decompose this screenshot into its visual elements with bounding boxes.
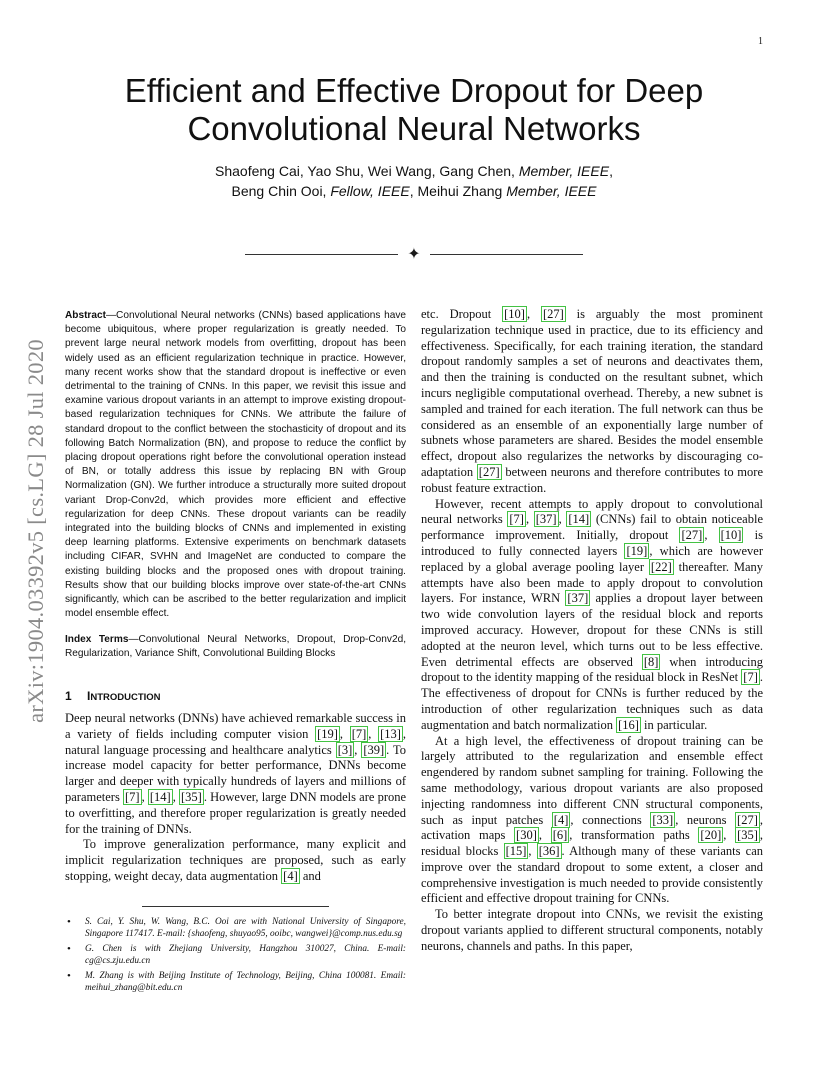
text-run: To improve generalization performance, many explicit and implicit regularization techniques are proposed, such as early stopping, weight decay, data augmentation <box>65 837 406 883</box>
author-list <box>60 161 768 201</box>
text-run: , neurons <box>675 812 736 827</box>
footnote-item: • G. Chen is with Zhejiang University, Hangzhou 310027, China. E-mail: cg@cs.zju.edu.cn <box>65 943 406 967</box>
text-run: when introducing dropout to the identity mapping of the residual block in ResNet <box>421 654 763 685</box>
text-run: , which are however replaced by a global average pooling layer <box>421 543 763 574</box>
separator-star-icon: ✦ <box>407 244 421 263</box>
text-run: , <box>526 307 541 321</box>
citation-link[interactable]: [33] <box>652 812 674 827</box>
citation-link[interactable]: [10] <box>504 307 525 321</box>
citation-link[interactable]: [35] <box>181 789 202 804</box>
text-run: However, recent attempts to apply dropout to convolutional neural networks <box>421 496 763 527</box>
author-line-1 <box>60 161 768 181</box>
citation-link[interactable]: [8] <box>643 654 659 669</box>
text-run: , <box>723 828 736 843</box>
citation-link[interactable]: [19] <box>626 543 648 558</box>
separator-line-left <box>245 254 398 255</box>
section-heading <box>65 689 406 703</box>
text-run: , <box>704 528 719 543</box>
text-run: , <box>528 844 537 859</box>
citation-link[interactable]: [19] <box>317 726 338 741</box>
text-run: . Although many of these variants can improve over the standard dropout to some extent, a closer and comprehensive investigation is much needed to provide consistently efficient and effective dropout training for CNNs. <box>421 844 763 906</box>
text-run: , <box>368 726 379 741</box>
text-run: , natural language processing and healthcare analytics <box>65 726 407 757</box>
citation-link[interactable]: [14] <box>149 789 171 804</box>
text-run: and <box>299 868 321 883</box>
citation-link[interactable]: [7] <box>509 512 524 527</box>
page-number: 1 <box>758 36 763 47</box>
abstract <box>65 309 406 621</box>
text-run: is arguably the most prominent regularization technique used in practice, due to its efficiency and effectiveness. Specifically, for each training iteration, the standard dropout randomly samples a set of neurons and deactivates them, and then the training is conducted on the resultant subnet, which incurs negligible computational overhead. Thereby, a new subnet is sampled and trained for each iteration. The full network can thus be considered as an ensemble of an exponentially large number of subnets whose parameters are shared. Besides the model ensemble effect, dropout also regularizes the networks by discouraging co-adaptation <box>421 307 764 479</box>
text-run: applies a dropout layer between two wide convolution layers of the residual block and reports improved accuracy. However, dropout for these CNNs is still adopted at the neuron level, which turns out to be less effective. Even detrimental effects are observed <box>421 591 764 669</box>
paragraph <box>421 307 763 497</box>
text-run: To better integrate dropout into CNNs, we revisit the existing dropout variants applied to different structural components, notably neurons, channels and paths. In this paper, <box>421 907 763 953</box>
text-run: , activation maps <box>421 812 763 843</box>
paper-title: Efficient and Effective Dropout for Deep Convolutional Neural Networks <box>124 72 704 147</box>
author-names: Shaofeng Cai, Yao Shu, Wei Wang, Gang Chen, <box>215 163 515 179</box>
text-run: , transformation paths <box>569 828 699 843</box>
paragraph <box>421 497 763 734</box>
paragraph <box>65 837 406 884</box>
citation-link[interactable]: [27] <box>737 812 758 827</box>
text-run: is introduced to fully connected layers <box>421 528 764 558</box>
author-role: Member, IEEE <box>506 183 597 199</box>
index-terms-label: Index Terms <box>65 634 129 645</box>
section-title-rest: NTRODUCTION <box>90 692 161 703</box>
citation-link[interactable]: [37] <box>567 591 589 606</box>
text-run: , <box>525 512 534 527</box>
paragraph <box>65 711 406 837</box>
separator-line-right <box>430 254 583 255</box>
text-run: between neurons and therefore contributes to more robust feature extraction. <box>421 464 763 495</box>
index-terms-text: —Convolutional Neural Networks, Dropout, Drop-Conv2d, Regularization, Variance Shift, Convolutional Building Blocks <box>65 634 406 660</box>
citation-link[interactable]: [4] <box>283 868 298 883</box>
text-run: thereafter. Many attempts have also been made to apply dropout to convolution layers. For instance, WRN <box>421 559 763 606</box>
section-number: 1 <box>65 689 72 703</box>
text-run: , <box>558 512 567 527</box>
text-run: . However, large DNN models are prone to overfitting, and therefore proper regularization is greatly needed for the training of DNNs. <box>65 789 407 836</box>
arxiv-id: arXiv:1904.03392v5 [cs.LG] 28 Jul 2020 <box>23 339 49 723</box>
citation-link[interactable]: [7] <box>351 726 367 741</box>
text-run: , <box>141 789 148 804</box>
citation-link[interactable]: [14] <box>568 512 590 527</box>
text-run: , <box>354 742 362 757</box>
citation-link[interactable]: [22] <box>650 559 672 574</box>
text-run: , residual blocks <box>421 828 764 859</box>
author-role: Fellow, IEEE <box>330 183 410 199</box>
citation-link[interactable]: [3] <box>337 742 353 757</box>
author-line-2 <box>60 181 768 201</box>
citation-link[interactable]: [27] <box>542 307 564 321</box>
paragraph <box>421 907 763 954</box>
intro-body <box>65 711 406 885</box>
citation-link[interactable]: [16] <box>618 717 639 732</box>
citation-link[interactable]: [7] <box>125 789 140 804</box>
citation-link[interactable]: [35] <box>737 828 758 843</box>
text-run: , <box>339 726 350 741</box>
footnote-rule <box>142 906 329 907</box>
right-column-body <box>421 307 763 955</box>
abstract-label: Abstract <box>65 310 106 321</box>
text-run: Deep neural networks (DNNs) have achieved remarkable success in a variety of fields including computer vision <box>65 711 406 741</box>
text-run: , connections <box>570 812 651 827</box>
author-names: , Meihui Zhang <box>409 183 503 199</box>
citation-link[interactable]: [15] <box>505 844 527 859</box>
text-run: , <box>172 789 179 804</box>
author-role: Member, IEEE <box>518 163 610 179</box>
index-terms <box>65 633 406 661</box>
footnote-item: • S. Cai, Y. Shu, W. Wang, B.C. Ooi are with National University of Singapore, Singapore 117417. E-mail: {shaofeng, shuyao95, ooibc, wangwei}@comp.nus.edu.sg <box>65 916 406 940</box>
citation-link[interactable]: [13] <box>380 726 401 741</box>
text-run: etc. Dropout <box>421 307 503 321</box>
citation-link[interactable]: [37] <box>535 512 557 527</box>
text-run: , <box>538 828 551 843</box>
text-run: (CNNs) fail to obtain noticeable performance improvement. Initially, dropout <box>421 512 764 543</box>
citation-link[interactable]: [30] <box>516 828 537 843</box>
text-run: in particular. <box>640 717 708 732</box>
author-punct: , <box>609 163 613 179</box>
text-run: . The effectiveness of dropout for CNNs is further reduced by the introduction of other regularization techniques such as data augmentation and batch normalization <box>421 670 763 732</box>
section-title-initial: I <box>87 689 91 703</box>
citation-link[interactable]: [39] <box>363 742 385 757</box>
citation-link[interactable]: [7] <box>743 670 758 685</box>
author-names: Beng Chin Ooi, <box>231 183 327 199</box>
title-separator <box>245 244 583 266</box>
citation-link[interactable]: [36] <box>538 844 560 859</box>
citation-link[interactable]: [10] <box>720 528 742 543</box>
abstract-text: —Convolutional Neural networks (CNNs) based applications have become ubiquitous, where proper regularization is greatly needed. To prevent large neural network models from overfitting, dropout has been widely used as an efficient regularization technique in practice. However, many recent works show that the standard dropout is ineffective or even detrimental to the training of CNNs. In this paper, we revisit this issue and examine various dropout variants in an attempt to improve existing dropout-based regularization techniques for CNNs. We attribute the failure of standard dropout to the conflict between the stochasticity of dropout and its following Batch Normalization (BN), and propose to reduce the conflict by placing dropout operations right before the convolutional operation instead of BN, or totally address this issue by replacing BN with Group Normalization (GN). We further introduce a structurally more suited dropout variant Drop-Conv2d, which provides more efficient and effective regularization for deep CNNs. These dropout variants can be readily integrated into the building blocks of CNNs and implemented in existing deep learning platforms. Extensive experiments on benchmark datasets including CIFAR, SVHN and ImageNet are conducted to compare the existing building blocks and the proposed ones with dropout training. Results show that our building blocks improve over state-of-the-art CNNs significantly, which can be ascribed to the better regularization and implicit model ensemble effect. <box>65 310 406 620</box>
text-run: At a high level, the effectiveness of dropout training can be largely attributed to the regularization and ensemble effect engendered by random subnet sampling for training. Following the same methodology, various dropout variants are also proposed injecting randomness into different CNN structural components, such as input patches <box>421 733 763 827</box>
citation-link[interactable]: [27] <box>478 464 500 479</box>
citation-link[interactable]: [20] <box>700 828 722 843</box>
arxiv-stamp <box>12 296 60 766</box>
citation-link[interactable]: [6] <box>552 828 568 843</box>
paragraph <box>421 734 763 908</box>
citation-link[interactable]: [4] <box>553 812 569 827</box>
footnotes <box>65 916 406 997</box>
citation-link[interactable]: [27] <box>681 528 703 543</box>
footnote-item: • M. Zhang is with Beijing Institute of Technology, Beijing, China 100081. Email: meihui_zhang@bit.edu.cn <box>65 970 406 994</box>
text-run: . To increase model capacity for better performance, DNNs become larger and deeper with typically hundreds of layers and millions of parameters <box>65 742 406 804</box>
